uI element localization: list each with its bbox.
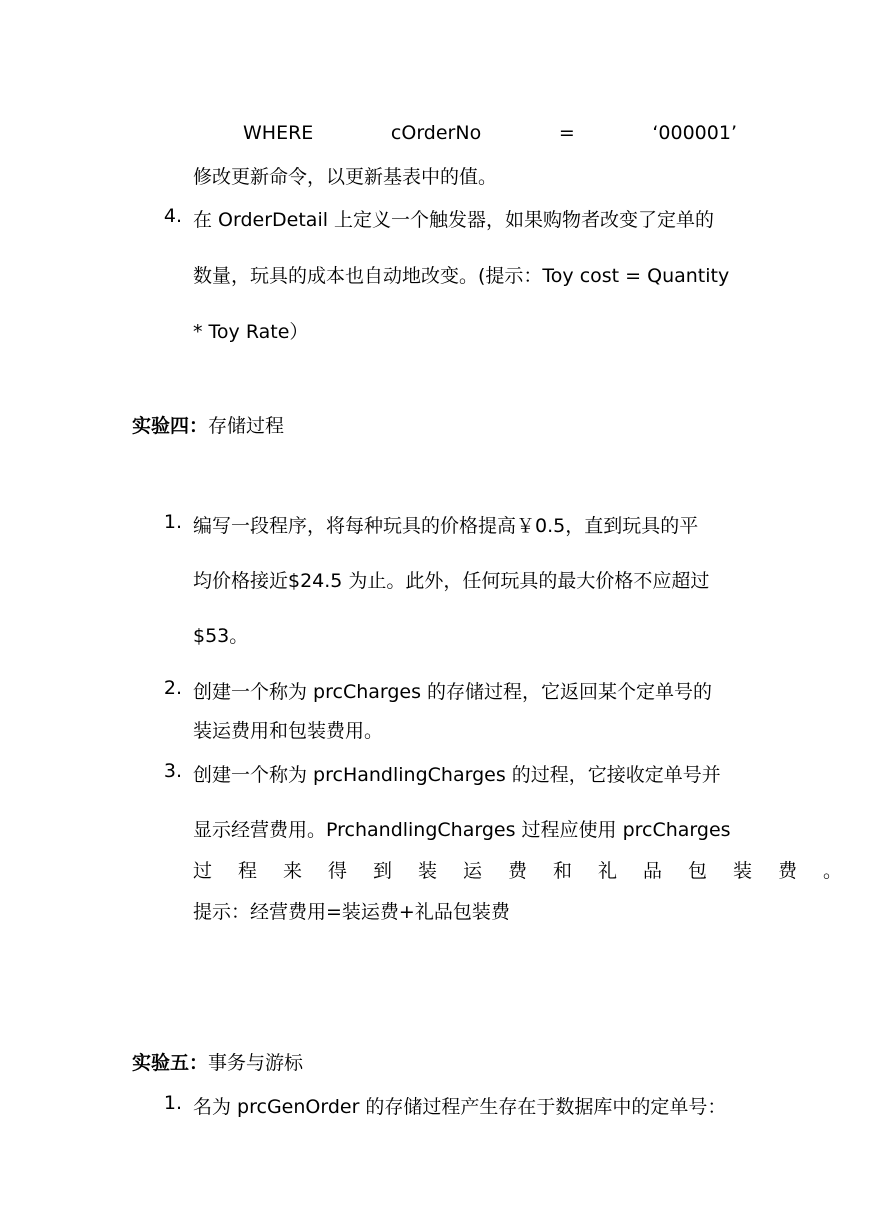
where-column: cOrderNo [390,122,482,144]
s4-item-3-line-4: 提示：经营费用=装运费+礼品包装费 [193,901,510,923]
section-4-heading-title: 存储过程 [208,415,285,437]
s4-item-1-line-2: 均价格接近$24.5 为止。此外，任何玩具的最大价格不应超过 [193,570,710,592]
where-keyword: WHERE [243,122,314,144]
s4-item-3-line-2: 显示经营费用。PrchandlingCharges 过程应使用 prcCharges [193,819,731,841]
s4-item-1-line-3: $53。 [193,625,249,647]
s4-item-1-line-1: 编写一段程序，将每种玩具的价格提高￥0.5，直到玩具的平 [193,515,699,537]
s4-item-1-number: 1. [163,511,182,533]
s4-item-3-line-3: 过程来得到装运费和礼品包装费。 [193,860,869,882]
where-operator: = [558,122,575,144]
section-4-heading [132,411,284,438]
section-5-heading-title: 事务与游标 [208,1052,304,1074]
where-value: ‘000001’ [652,122,737,144]
s4-item-2-line-2: 装运费用和包装费用。 [193,720,384,742]
item-4-line-3: * Toy Rate） [193,321,309,343]
where-tail-text: 修改更新命令，以更新基表中的值。 [193,166,498,188]
item-4-number: 4. [163,205,182,227]
s5-item-1-number: 1. [163,1092,182,1114]
section-5-heading-bold: 实验五： [132,1052,209,1074]
item-4-line-1: 在 OrderDetail 上定义一个触发器，如果购物者改变了定单的 [193,209,715,231]
section-5-heading [132,1048,303,1075]
s4-item-2-line-1: 创建一个称为 prcCharges 的存储过程，它返回某个定单号的 [193,681,713,703]
s4-item-2-number: 2. [163,677,182,699]
item-4-line-2: 数量，玩具的成本也自动地改变。(提示：Toy cost = Quantity [193,265,730,287]
where-clause-line [243,122,737,144]
s5-item-1-line-1: 名为 prcGenOrder 的存储过程产生存在于数据库中的定单号： [193,1096,727,1118]
s4-item-3-number: 3. [163,760,182,782]
section-4-heading-bold: 实验四： [132,415,209,437]
s4-item-3-line-1: 创建一个称为 prcHandlingCharges 的过程，它接收定单号并 [193,764,721,786]
